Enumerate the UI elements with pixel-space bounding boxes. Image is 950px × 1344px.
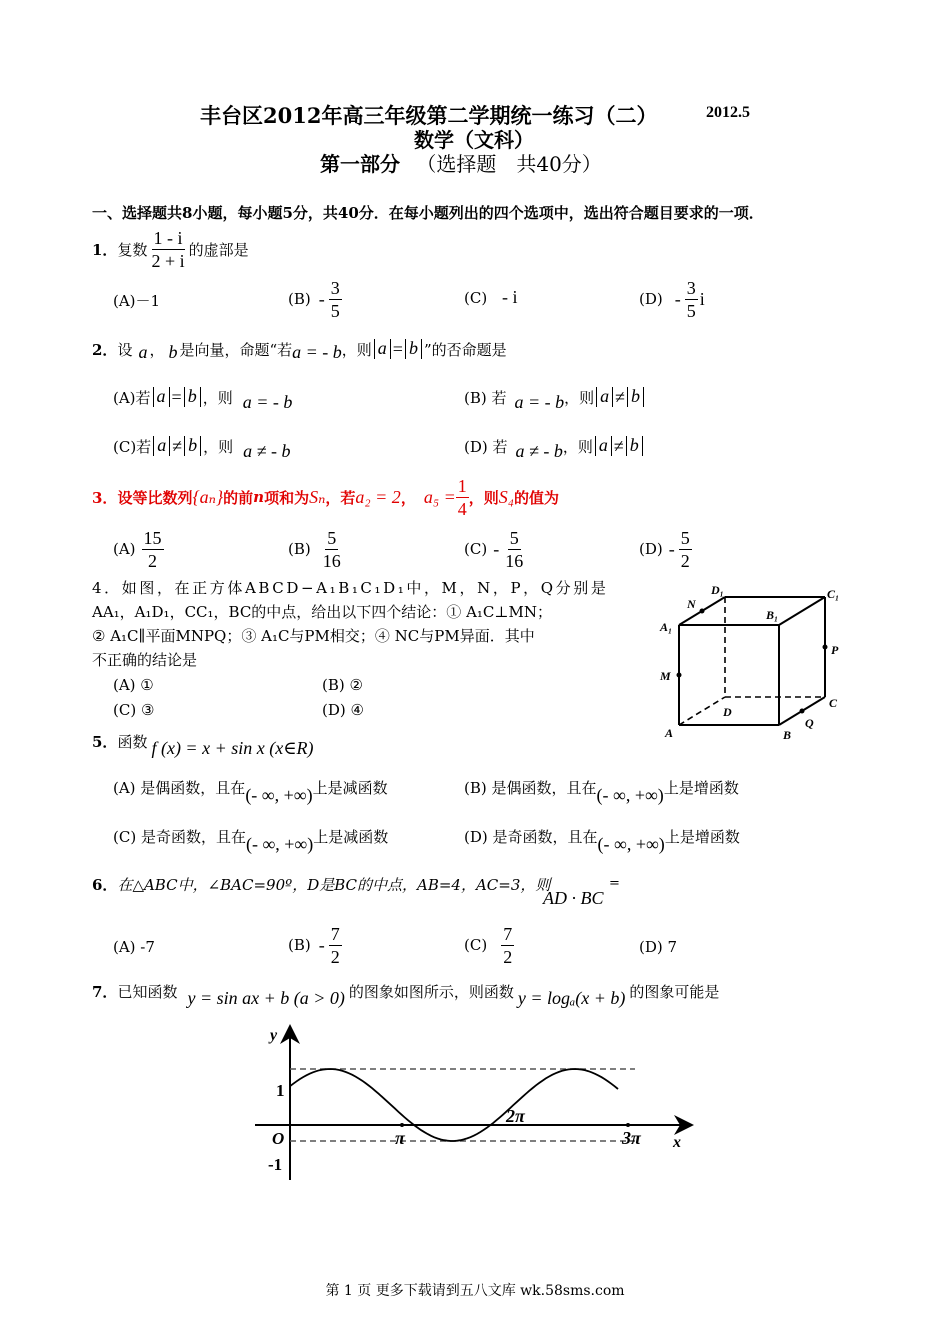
part-label: 第一部分	[320, 152, 400, 176]
q6-option-b	[288, 922, 342, 968]
q5-b-post: 上是增函数	[663, 778, 739, 797]
q2-a-eq: =	[171, 386, 182, 407]
q4-option-a: (A) ①	[113, 676, 154, 694]
y-axis-label: y	[270, 1027, 278, 1044]
exam-date: 2012.5	[706, 104, 750, 121]
q1-option-b-label: (B)	[288, 290, 311, 308]
q5-a-post: 上是减函数	[312, 778, 388, 797]
q2-d-pre: (D) 若	[464, 437, 508, 456]
q2-abs-a: a	[374, 339, 391, 359]
label-Q: Q	[805, 716, 814, 730]
q2-text-3: ，则	[341, 340, 372, 359]
q1-option-d-suffix: i	[699, 288, 705, 309]
q3-text-1: 设等比数列	[117, 488, 193, 507]
q2-option-b	[464, 382, 646, 412]
question-4	[92, 576, 637, 672]
q2-comma: ，	[149, 340, 165, 359]
label-M: M	[660, 669, 671, 683]
label-2pi: 2π	[506, 1106, 525, 1126]
q3-d-den: 2	[680, 550, 690, 571]
q5-d-pre: (D) 是奇函数，且在	[464, 827, 598, 846]
q4-line-1: 4．如图，在正方体ABCD−A₁B₁C₁D₁中，M，N，P，Q分别是	[92, 579, 609, 597]
question-1	[92, 226, 249, 272]
sine-curve	[290, 1069, 618, 1141]
edge-AD-hidden	[679, 697, 725, 725]
label-origin: O	[272, 1129, 285, 1148]
label-A1: A₁	[660, 620, 673, 634]
q3-option-a	[113, 526, 164, 572]
label-D1: D₁	[711, 583, 724, 597]
cube-figure	[655, 582, 850, 747]
q2-b-neq: ≠	[615, 386, 626, 407]
q6-c-num: 7	[503, 923, 513, 944]
question-7	[92, 974, 719, 1008]
q6-text: 在△ABC中，∠BAC=90º，D是BC的中点，AB=4，AC=3，则	[117, 876, 551, 894]
q2-a-abs-a: a	[153, 387, 170, 407]
q2-c-abs-b: b	[184, 436, 201, 456]
q2-c-pre: (C)若	[113, 437, 152, 456]
q3-text-3: 项和为	[264, 488, 310, 507]
q3-d-sign: -	[668, 538, 675, 559]
q1-option-d	[639, 276, 705, 322]
q5-option-c	[113, 819, 388, 853]
q2-b-pre: (B) 若	[464, 388, 507, 407]
q1-option-a: (A)－1	[113, 292, 161, 310]
q3-text-2: 的前	[223, 488, 254, 507]
question-6	[92, 874, 550, 895]
q1-fraction-numerator: 1 - i	[153, 227, 183, 248]
q2-var-b: b	[168, 341, 178, 362]
q2-b-cond: a = - b	[514, 391, 565, 412]
label-N: N	[687, 597, 696, 611]
label-P: P	[831, 643, 839, 657]
part-heading	[320, 148, 602, 177]
q6-b-num: 7	[330, 923, 340, 944]
q3-S4: S₄	[498, 486, 515, 507]
edge-B1C1	[779, 597, 825, 625]
q3-b-label: (B)	[288, 540, 311, 558]
q5-prefix: 函数	[117, 732, 148, 751]
q7-function-1: y = sin ax + b (a > 0)	[187, 987, 345, 1008]
q3-text-5: ，则	[468, 488, 499, 507]
exam-title: 丰台区2012年高三年级第二学期统一练习（二）	[200, 103, 658, 128]
q1-option-c	[464, 287, 517, 308]
point-Q	[800, 709, 805, 714]
q1-option-b	[288, 276, 342, 322]
q2-b-then: ，则	[564, 388, 595, 407]
label-C1: C₁	[827, 587, 840, 601]
q3-c-sign: -	[493, 538, 500, 559]
q1-option-d-label: (D)	[639, 290, 663, 308]
q2-option-c	[113, 431, 290, 461]
tick-pi	[400, 1123, 404, 1127]
q6-number: 6．	[92, 876, 118, 894]
q3-c-label: (C)	[464, 540, 488, 558]
q2-condition: a = - b	[292, 341, 342, 362]
label-neg-one: -1	[268, 1155, 283, 1174]
q7-text-2: 的图象如图所示，则函数	[348, 982, 514, 1001]
q1-option-b-den: 5	[330, 300, 340, 321]
q2-a-then: ，则	[202, 388, 233, 407]
q6-b-sign: -	[318, 934, 325, 955]
q2-a-pre: (A)若	[113, 388, 151, 407]
part-note: （选择题 共40分）	[416, 152, 602, 176]
q3-sequence: {aₙ}	[192, 486, 224, 507]
exam-subject: 数学（文科）	[414, 128, 534, 152]
q2-text-1: 设	[117, 340, 133, 359]
q2-d-cond: a ≠ - b	[515, 440, 563, 461]
q3-a-label: (A)	[113, 540, 136, 558]
q4-option-b: (B) ②	[322, 676, 363, 694]
q3-c-den: 16	[505, 550, 524, 571]
q5-a-interval: (- ∞, +∞)	[245, 784, 313, 805]
q1-prefix: 复数	[117, 240, 148, 259]
q5-number: 5．	[92, 732, 118, 751]
q7-text-3: 的图象可能是	[629, 982, 720, 1001]
q4-option-c: (C) ③	[113, 701, 155, 719]
label-A: A	[665, 726, 674, 740]
q6-b-label: (B)	[288, 936, 311, 954]
q1-option-b-sign: -	[318, 288, 325, 309]
q3-c-num: 5	[509, 527, 519, 548]
label-pi: π	[395, 1128, 405, 1148]
q1-option-b-num: 3	[330, 277, 340, 298]
q3-number: 3．	[92, 488, 118, 507]
label-C: C	[829, 696, 838, 710]
label-3pi: 3π	[622, 1128, 641, 1148]
q2-b-abs-a: a	[596, 387, 613, 407]
q6-option-a: (A) -7	[113, 938, 155, 956]
q2-option-a	[113, 382, 292, 412]
q1-option-d-sign: -	[674, 288, 681, 309]
q2-b-abs-b: b	[627, 387, 644, 407]
q2-c-result: a ≠ - b	[243, 440, 291, 461]
q5-b-pre: (B) 是偶函数，且在	[464, 778, 597, 797]
q2-a-result: a = - b	[242, 391, 293, 412]
q1-suffix: 的虚部是	[188, 240, 249, 259]
q3-d-label: (D)	[639, 540, 663, 558]
q6-c-label: (C)	[464, 936, 488, 954]
q3-option-d	[639, 526, 692, 572]
q5-b-interval: (- ∞, +∞)	[596, 784, 664, 805]
q6-c-den: 2	[503, 946, 513, 967]
q7-number: 7．	[92, 982, 118, 1001]
q7-text-1: 已知函数	[117, 982, 178, 1001]
q1-option-c-value: - i	[501, 287, 518, 307]
q2-c-then: ，则	[203, 437, 234, 456]
label-one: 1	[276, 1081, 285, 1100]
q1-option-d-den: 5	[686, 300, 696, 321]
sine-graph	[250, 1020, 700, 1185]
point-M	[677, 673, 682, 678]
q5-d-post: 上是增函数	[664, 827, 740, 846]
q2-c-neq: ≠	[172, 435, 183, 456]
q3-a5-den: 4	[457, 498, 467, 519]
q5-a-pre: (A) 是偶函数，且在	[113, 778, 246, 797]
q2-c-abs-a: a	[153, 436, 170, 456]
q6-option-c	[464, 922, 514, 968]
q4-line-4: 不正确的结论是	[92, 651, 198, 669]
q2-eq: =	[392, 338, 403, 359]
q5-option-a	[113, 770, 388, 804]
q4-line-3: ② A₁C∥平面MNPQ；③ A₁C与PM相交；④ NC与PM异面．其中	[92, 627, 535, 645]
q2-d-neq: ≠	[613, 435, 624, 456]
question-2	[92, 334, 507, 364]
q2-abs-b: b	[405, 339, 422, 359]
q6-equals: =	[609, 876, 620, 891]
q2-d-abs-a: a	[595, 436, 612, 456]
x-axis-label: x	[673, 1134, 681, 1151]
q2-d-then: ，则	[562, 437, 593, 456]
q1-fraction-denominator: 2 + i	[151, 250, 185, 271]
q6-option-d: (D) 7	[639, 938, 678, 956]
q3-a5-num: 1	[457, 475, 467, 496]
q3-comma: ，	[400, 488, 416, 507]
q3-text-4: ，若	[325, 488, 356, 507]
q2-text-2: 是向量，命题“若	[179, 340, 293, 359]
q3-b-den: 16	[322, 550, 341, 571]
q3-b-num: 5	[327, 527, 337, 548]
label-D: D	[723, 705, 732, 719]
q1-option-c-label: (C)	[464, 289, 488, 307]
q2-d-abs-b: b	[626, 436, 643, 456]
q3-a2: a₂ = 2	[355, 486, 401, 507]
q7-function-2: y = logₐ(x + b)	[517, 987, 626, 1008]
q3-d-num: 5	[680, 527, 690, 548]
q3-a-num: 15	[143, 527, 162, 548]
point-P	[823, 645, 828, 650]
q2-var-a: a	[138, 341, 148, 362]
q6-b-den: 2	[330, 946, 340, 967]
question-3	[92, 474, 559, 520]
q5-option-d	[464, 819, 740, 853]
q3-option-b	[288, 526, 343, 572]
q2-a-abs-b: b	[184, 387, 201, 407]
q5-function: f (x) = x + sin x (x∈R)	[151, 737, 314, 758]
q1-option-d-num: 3	[686, 277, 696, 298]
q4-line-2: AA₁，A₁D₁，CC₁，BC的中点，给出以下四个结论：① A₁C⊥MN；	[92, 603, 552, 621]
point-N	[700, 609, 705, 614]
q6-expression: AD · BC	[543, 888, 604, 908]
tick-3pi	[626, 1123, 630, 1127]
q3-text-6: 的值为	[514, 488, 560, 507]
q3-n: n	[253, 488, 265, 506]
q5-c-interval: (- ∞, +∞)	[245, 833, 314, 854]
q3-option-c	[464, 526, 525, 572]
q5-d-interval: (- ∞, +∞)	[597, 833, 665, 854]
q5-option-b	[464, 770, 739, 804]
q1-number: 1．	[92, 240, 118, 259]
section-instruction: 一、选择题共8小题，每小题5分，共40分．在每小题列出的四个选项中，选出符合题目要求的一项．	[92, 204, 764, 222]
q4-option-d: (D) ④	[322, 701, 364, 719]
question-5	[92, 724, 314, 758]
q2-number: 2．	[92, 340, 118, 359]
q5-c-pre: (C) 是奇函数，且在	[113, 827, 246, 846]
q2-option-d	[464, 431, 645, 461]
q3-Sn: Sₙ	[309, 486, 326, 507]
q3-a5: a₅ =	[423, 486, 456, 507]
label-B: B	[783, 728, 792, 742]
q2-text-4: ”的否命题是	[423, 340, 507, 359]
label-B1: B₁	[766, 608, 779, 622]
footer: 第 1 页 更多下载请到五八文库 wk.58sms.com	[325, 1283, 625, 1299]
q3-a-den: 2	[148, 550, 158, 571]
q5-c-post: 上是减函数	[313, 827, 389, 846]
